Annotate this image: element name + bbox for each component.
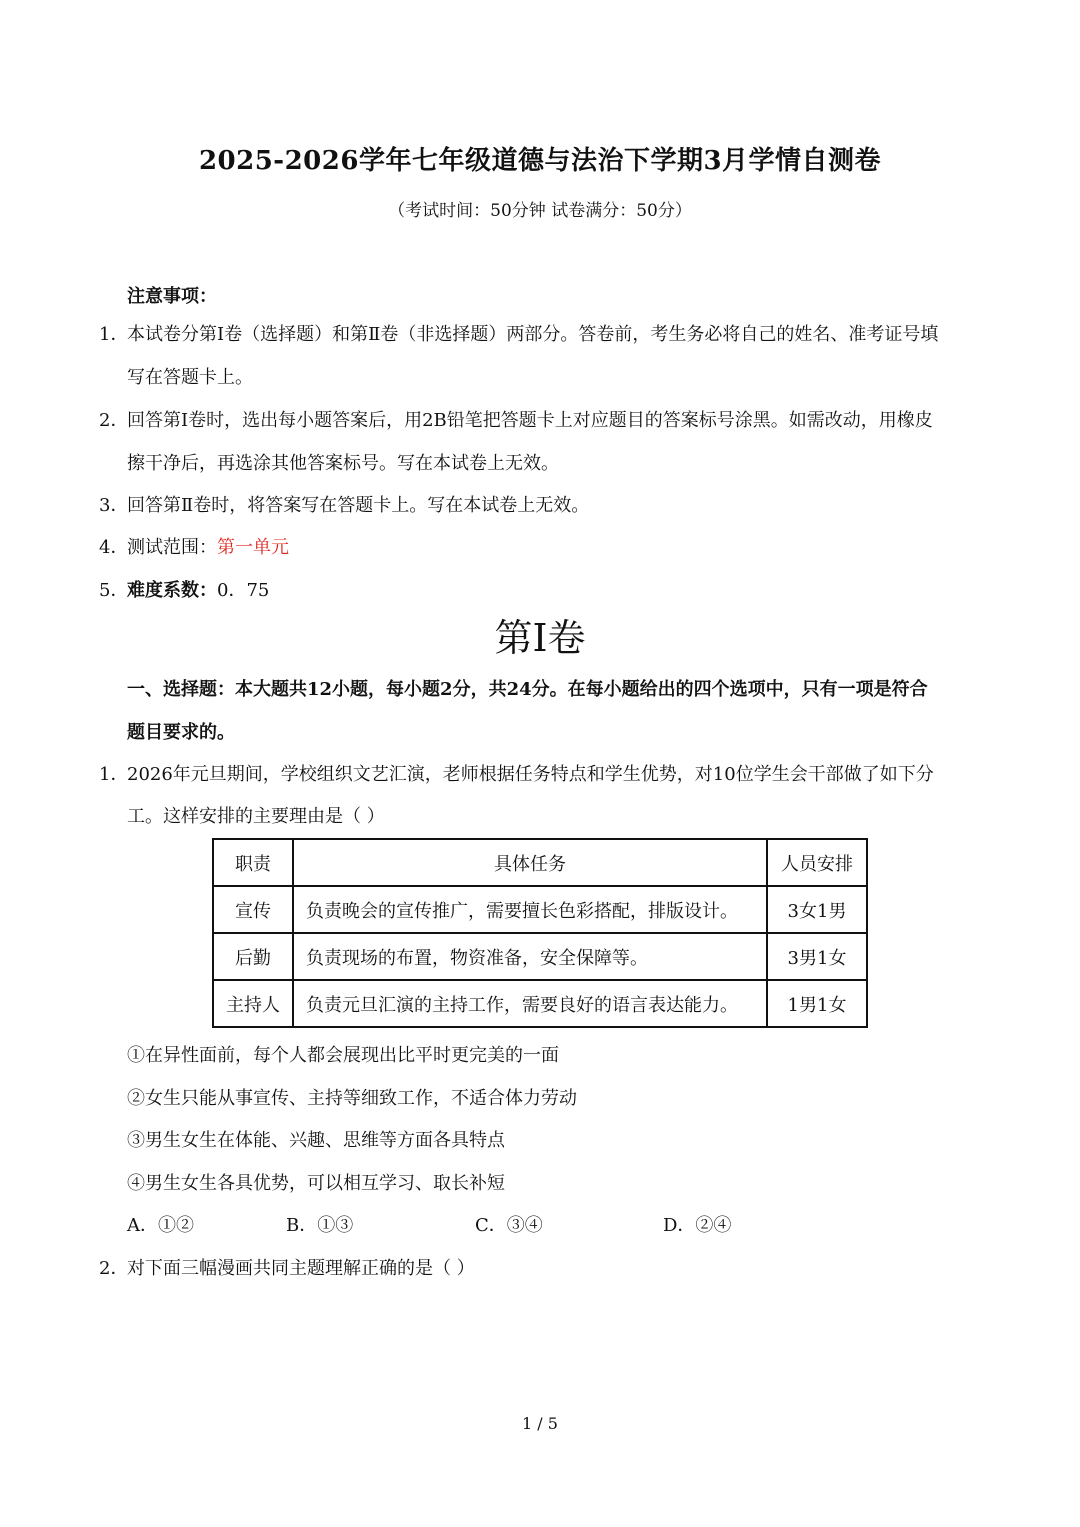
test-scope-label: 测试范围： <box>127 537 217 558</box>
table-cell: 负责元旦汇演的主持工作，需要良好的语言表达能力。 <box>293 980 767 1027</box>
notice-heading: 注意事项： <box>127 286 217 307</box>
section-instruction-cont: 题目要求的。 <box>127 722 235 743</box>
difficulty-label: 难度系数： <box>127 580 217 601</box>
exam-subtitle: （考试时间：50分钟 试卷满分：50分） <box>388 201 692 221</box>
notice-item-number: 5． <box>99 580 129 601</box>
notice-item-1-cont: 写在答题卡上。 <box>127 367 253 388</box>
exam-title: 2025-2026学年七年级道德与法治下学期3月学情自测卷 <box>198 146 882 176</box>
option-c: C．③④ <box>475 1215 543 1236</box>
notice-item-1 <box>99 322 938 348</box>
section-instruction: 一、选择题：本大题共12小题，每小题2分，共24分。在每小题给出的四个选项中，只有一项是符合 <box>127 679 928 700</box>
notice-item-number: 2． <box>99 410 129 431</box>
notice-item-5 <box>99 578 269 604</box>
option-a: A．①② <box>127 1215 194 1236</box>
question-2 <box>99 1256 475 1282</box>
option-b: B．①③ <box>286 1215 354 1236</box>
notice-item-2 <box>99 408 933 434</box>
table-header-cell: 职责 <box>213 839 293 886</box>
table-cell: 3女1男 <box>767 886 867 933</box>
statement-1: ①在异性面前，每个人都会展现出比平时更完美的一面 <box>127 1045 559 1066</box>
question-text: 对下面三幅漫画共同主题理解正确的是（ ） <box>127 1258 475 1279</box>
question-number: 2． <box>99 1258 129 1279</box>
table-cell: 1男1女 <box>767 980 867 1027</box>
table-row <box>213 933 867 980</box>
duty-table <box>212 838 868 1028</box>
question-number: 1． <box>99 764 129 785</box>
difficulty-value: 0．75 <box>217 580 270 601</box>
statement-2: ②女生只能从事宣传、主持等细致工作，不适合体力劳动 <box>127 1088 577 1109</box>
page-number: 1 / 5 <box>522 1414 558 1433</box>
table-cell: 3男1女 <box>767 933 867 980</box>
notice-item-2-cont: 擦干净后，再选涂其他答案标号。写在本试卷上无效。 <box>127 453 559 474</box>
table-header-row <box>213 839 867 886</box>
question-1-cont: 工。这样安排的主要理由是（ ） <box>127 806 385 827</box>
question-1 <box>99 762 934 788</box>
table-row <box>213 886 867 933</box>
option-d: D．②④ <box>663 1215 732 1236</box>
notice-item-text: 回答第Ⅱ卷时，将答案写在答题卡上。写在本试卷上无效。 <box>127 495 590 516</box>
statement-3: ③男生女生在体能、兴趣、思维等方面各具特点 <box>127 1130 505 1151</box>
notice-item-3 <box>99 493 589 519</box>
table-cell: 宣传 <box>213 886 293 933</box>
statement-4: ④男生女生各具优势，可以相互学习、取长补短 <box>127 1173 505 1194</box>
table-cell: 负责现场的布置，物资准备，安全保障等。 <box>293 933 767 980</box>
table-row <box>213 980 867 1027</box>
notice-item-number: 1． <box>99 324 129 345</box>
notice-item-text: 回答第Ⅰ卷时，选出每小题答案后，用2B铅笔把答题卡上对应题目的答案标号涂黑。如需改动，用橡皮 <box>127 410 933 431</box>
table-cell: 后勤 <box>213 933 293 980</box>
section-title: 第Ⅰ卷 <box>494 616 586 660</box>
notice-item-text: 本试卷分第Ⅰ卷（选择题）和第Ⅱ卷（非选择题）两部分。答卷前，考生务必将自己的姓名、准考证号填 <box>127 324 939 345</box>
notice-item-number: 3． <box>99 495 129 516</box>
notice-item-4 <box>99 535 289 561</box>
table-cell: 负责晚会的宣传推广，需要擅长色彩搭配，排版设计。 <box>293 886 767 933</box>
table-header-cell: 人员安排 <box>767 839 867 886</box>
table-header-cell: 具体任务 <box>293 839 767 886</box>
table-cell: 主持人 <box>213 980 293 1027</box>
question-text: 2026年元旦期间，学校组织文艺汇演，老师根据任务特点和学生优势，对10位学生会干部做了如下分 <box>127 764 934 785</box>
test-scope-value: 第一单元 <box>217 537 289 558</box>
notice-item-number: 4． <box>99 537 129 558</box>
